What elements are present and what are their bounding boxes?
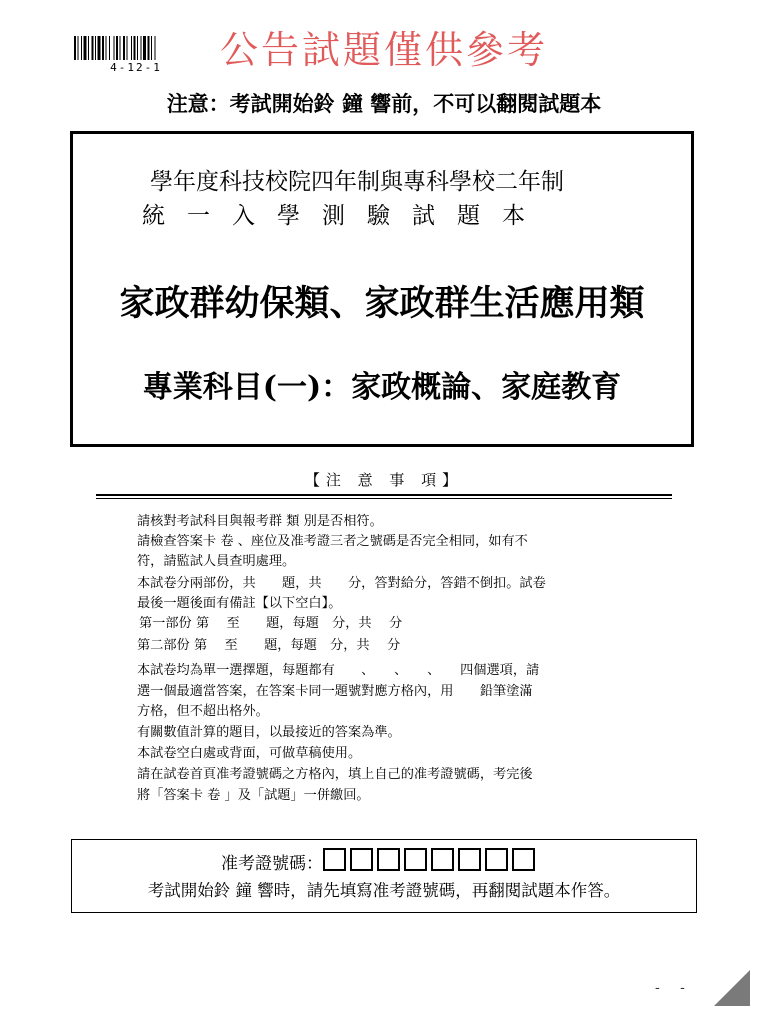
admission-digit-box[interactable]: [431, 848, 454, 871]
notice-divider: [96, 494, 672, 496]
admission-digit-box[interactable]: [485, 848, 508, 871]
notice-item: 本試卷空白處或背面，可做草稿使用。: [137, 746, 362, 761]
notice-item: 請檢查答案卡 卷 、座位及准考證三者之號碼是否完全相同，如有不: [137, 534, 528, 549]
admission-instruction: 考試開始鈴 鐘 響時，請先填寫准考證號碼，再翻閱試題本作答。: [147, 881, 621, 900]
notice-item: 選一個最適當答案，在答案卡同一題號對應方格內，用 鉛筆塗滿: [137, 684, 533, 699]
notice-divider-thin: [96, 498, 672, 499]
notice-item: 方格，但不超出格外。: [137, 704, 269, 719]
admission-number-label: 准考證號碼：: [221, 854, 323, 874]
notice-item: 最後一題後面有備註【以下空白】。: [137, 596, 342, 611]
notice-item: 請核對考試科目與報考群 類 別是否相符。: [137, 514, 383, 529]
admission-digit-box[interactable]: [458, 848, 481, 871]
exam-type-line: 統一入學測驗試題本: [142, 203, 547, 229]
page-corner-icon: [714, 970, 750, 1006]
page-marker: - -: [655, 980, 693, 996]
admission-digit-box[interactable]: [512, 848, 535, 871]
admission-digit-box[interactable]: [350, 848, 373, 871]
exam-year-line: 學年度科技校院四年制與專科學校二年制: [150, 169, 564, 195]
opening-warning: 注意：考試開始鈴 鐘 響前，不可以翻閱試題本: [166, 91, 602, 116]
notice-item: 第一部份 第 至 題，每題 分，共 分: [139, 616, 403, 631]
admission-digit-boxes[interactable]: [323, 848, 539, 880]
admission-digit-box[interactable]: [377, 848, 400, 871]
admission-digit-box[interactable]: [323, 848, 346, 871]
notice-item: 請在試卷首頁准考證號碼之方格內，填上自己的准考證號碼，考完後: [137, 767, 533, 782]
notice-item: 本試卷均為單一選擇題，每題都有 、 、 、 四個選項，請: [137, 663, 540, 678]
notice-item: 有關數值計算的題目，以最接近的答案為準。: [137, 725, 401, 740]
admission-digit-box[interactable]: [404, 848, 427, 871]
notice-item: 本試卷分兩部份，共 題，共 分，答對給分，答錯不倒扣。試卷: [137, 576, 546, 591]
barcode-number: 4-12-1: [74, 61, 198, 74]
admission-number-row: [221, 848, 539, 880]
reference-stamp: 公告試題僅供參考: [220, 28, 549, 72]
exam-category-title: 家政群幼保類、家政群生活應用類: [119, 283, 645, 324]
notice-item: 將「答案卡 卷 」及「試題」一併繳回。: [137, 788, 370, 803]
notice-item: 符，請監試人員查明處理。: [137, 554, 296, 569]
notice-item: 第二部份 第 至 題，每題 分，共 分: [137, 638, 401, 653]
exam-subject-title: 專業科目(一)：家政概論、家庭教育: [142, 370, 622, 405]
notice-heading: 【注 意 事 項】: [304, 471, 464, 489]
